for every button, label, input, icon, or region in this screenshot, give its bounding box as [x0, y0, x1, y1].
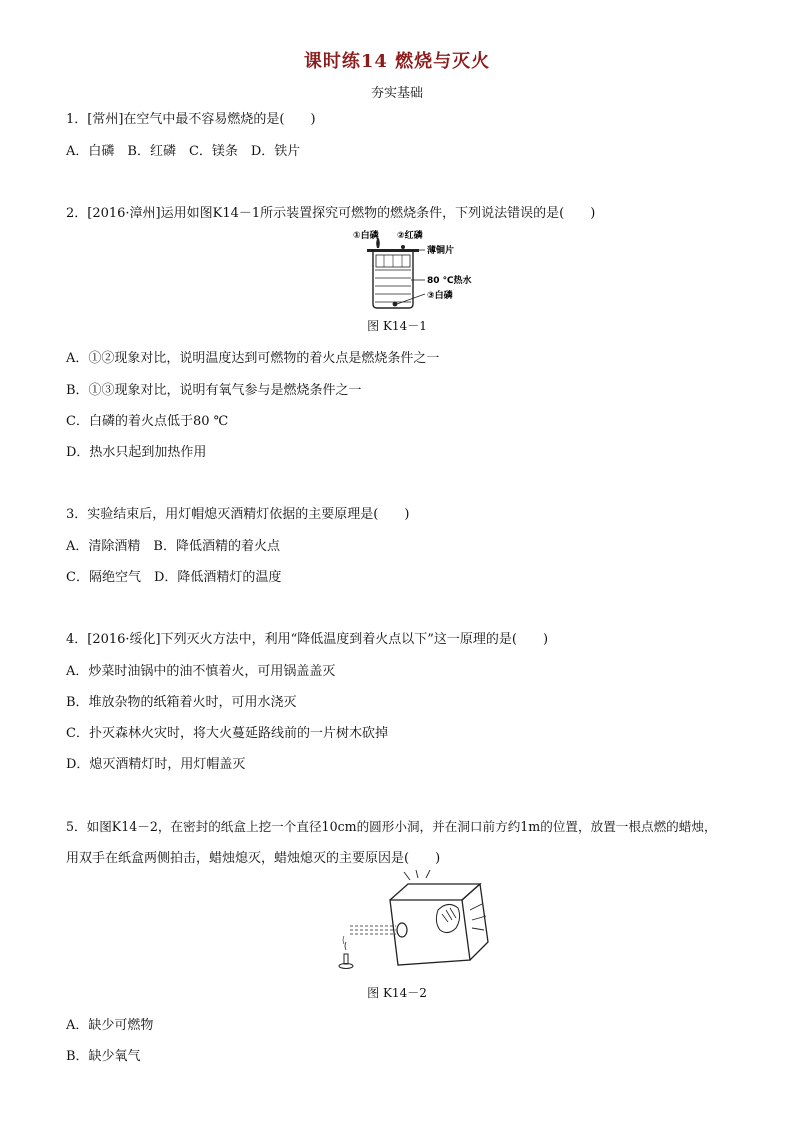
- question-1-options: A．白磷 B．红磷 C．镁条 D．铁片: [66, 144, 301, 159]
- question-3-options-ab: A．清除酒精 B．降低酒精的着火点: [66, 539, 280, 554]
- question-3-options-cd: C．隔绝空气 D．降低酒精灯的温度: [66, 570, 282, 585]
- question-4-option-c: C．扑灭森林火灾时，将大火蔓延路线前的一片树木砍掉: [66, 726, 388, 741]
- question-1-stem: 1．[常州]在空气中最不容易燃烧的是( ): [66, 112, 316, 127]
- question-2-option-d: D．热水只起到加热作用: [66, 445, 207, 460]
- figure-k14-2: [330, 870, 495, 975]
- figure-k14-1-caption: 图 K14－1: [367, 319, 427, 333]
- question-3-stem: 3．实验结束后，用灯帽熄灭酒精灯依据的主要原理是( ): [66, 507, 410, 522]
- question-2-option-b: B．①③现象对比，说明有氧气参与是燃烧条件之一: [66, 383, 362, 398]
- question-5-option-a: A．缺少可燃物: [66, 1018, 154, 1033]
- label-white-phosphorus-1: ①白磷: [353, 231, 379, 241]
- label-hot-water: 80 ℃热水: [427, 276, 472, 286]
- figure-k14-1: [345, 228, 475, 310]
- question-2-option-a: A．①②现象对比，说明温度达到可燃物的着火点是燃烧条件之一: [66, 351, 440, 366]
- page-title: 课时练14 燃烧与灭火: [303, 51, 491, 72]
- figure-k14-2-caption: 图 K14－2: [367, 986, 427, 1000]
- section-subtitle: 夯实基础: [370, 86, 423, 101]
- label-white-phosphorus-3: ③白磷: [427, 291, 453, 301]
- question-5-stem-line-2: 用双手在纸盒两侧拍击，蜡烛熄灭，蜡烛熄灭的主要原因是( ): [66, 851, 441, 866]
- label-copper-plate: 薄铜片: [427, 246, 455, 256]
- label-red-phosphorus: ②红磷: [397, 231, 423, 241]
- question-4-option-b: B．堆放杂物的纸箱着火时，可用水浇灭: [66, 695, 297, 710]
- question-2-stem: 2．[2016·漳州]运用如图K14－1所示装置探究可燃物的燃烧条件，下列说法错误的是( ): [66, 206, 596, 221]
- question-5-stem-line-1: 5．如图K14－2，在密封的纸盒上挖一个直径10cm的圆形小洞，并在洞口前方约1m的位置，放置一根点燃的蜡烛，: [66, 819, 717, 834]
- question-5-option-b: B．缺少氧气: [66, 1049, 141, 1064]
- question-4-stem: 4．[2016·绥化]下列灭火方法中，利用“降低温度到着火点以下”这一原理的是( ): [66, 632, 549, 647]
- question-2-option-c: C．白磷的着火点低于80 ℃: [66, 414, 229, 429]
- question-4-option-d: D．熄灭酒精灯时，用灯帽盖灭: [66, 757, 246, 772]
- question-4-option-a: A．炒菜时油锅中的油不慎着火，可用锅盖盖灭: [66, 664, 336, 679]
